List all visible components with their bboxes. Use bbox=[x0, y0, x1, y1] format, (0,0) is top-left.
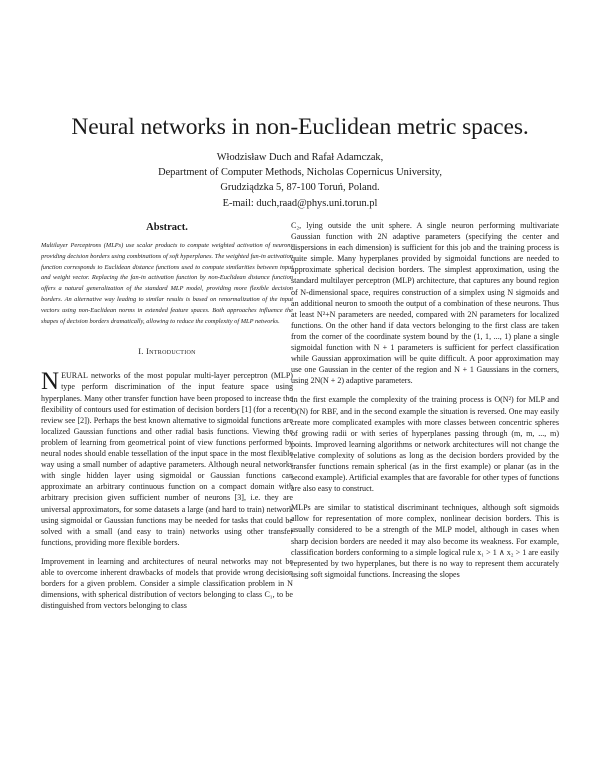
paper-title: Neural networks in non-Euclidean metric spaces. bbox=[71, 114, 529, 140]
author-address: Grudziądzka 5, 87-100 Toruń, Poland. bbox=[220, 182, 380, 194]
author-block bbox=[0, 150, 600, 211]
drop-cap: N bbox=[41, 368, 60, 396]
intro-paragraph-2: Improvement in learning and architectures of neural networks may not be able to overcome inherent drawbacks of models that provide wrong decision borders for a given problem. Consider a simple classification problem in N dimensions, with spherical distribution of vectors belonging to class C₁, to be distinguished from vectors belonging to class bbox=[41, 556, 293, 611]
author-email: E-mail: duch,raad@phys.uni.torun.pl bbox=[222, 197, 378, 209]
author-names: Włodzisław Duch and Rafał Adamczak, bbox=[216, 152, 384, 163]
right-paragraph-2: In the first example the complexity of the training process is O(N²) for MLP and O(N) for RBF, and in the second example the situation is reversed. One may easily create more complicated examples with more classes between concentric spheres of growing radii or with series of hyperplanes passing through (m, m, ..., m) points. Improved learning algorithms or network architectures will not change the relative complexity of solutions as long as the decision borders provided by the transfer functions remain spherical (as in the first example) or planar (as in the second example). Artificial examples that are favorable for other types of functions are also easy to construct. bbox=[291, 395, 559, 494]
section-title: Introduction bbox=[146, 347, 196, 357]
left-column bbox=[41, 220, 293, 619]
right-paragraph-3: MLPs are similar to statistical discriminant techniques, although soft sigmoids allow for representation of more complex, nonlinear decision borders. This is usually considered to be a strength of the MLP model, although in cases when sharp decision borders are needed it may also become its weakness. For example, classification borders conforming to a simple logical rule x₁ > 1 ∧ x₂ > 1 are easily represented by two hyperplanes, but there is no way to represent them accurately using soft sigmoidal functions. Increasing the slopes bbox=[291, 503, 559, 579]
intro-paragraph-1-text: EURAL networks of the most popular multi-layer perceptron (MLP) type perform discrimination of the input feature space using hyperplanes. Many other transfer function have been proposed to increase the flexibility of contours used for estimation of decision borders [1] (for a recent review see [2]). Perhaps the best known alternative to sigmoidal functions are localized Gaussian functions and other radial basis functions. Viewing the problem of learning from geometrical point of view functions performed by neural nodes should enable tessellation of the input space in the most flexible way using a small number of adaptive parameters. Although neural networks with single hidden layer using sigmoidal or Gaussian functions can approximate an arbitrary continuous function on a compact domain with arbitrary precision given sufficient number of neurons [3], i.e. they are universal approximators, for some datasets a large (and hard to train) network using sigmoidal or Gaussian functions may be needed for tasks that could be solved with a small (and easy to train) networks using other transfer functions, providing more flexible borders. bbox=[41, 371, 293, 547]
right-column bbox=[291, 220, 559, 588]
section-heading-introduction bbox=[41, 347, 293, 356]
right-paragraph-1: C₂, lying outside the unit sphere. A single neuron performing multivariate Gaussian function with 2N adaptive parameters (specifying the center and dispersions in each dimension) is sufficient for this job and the training process is quite simple. Many hyperplanes provided by sigmoidal functions are needed to approximate spherical decision borders. The simplest approximation, using the standard multilayer perceptron (MLP) architecture, that captures any bound region of N-dimensional space, requires construction of a simplex using N sigmoids and an additional neuron to smooth the output of a combination of these neurons. Thus at least N²+N parameters are needed, compared with 2N parameters for localized functions. On the other hand if data vectors belonging to the first class are taken from the corner of the coordinate system bound by the (1, 1, ..., 1) plane a single sigmoidal function with N + 1 parameters is sufficient for perfect classification while Gaussian approximation will be quite difficult. A poor approximation may use one Gaussian in the center of the region and N + 1 Gaussians in the corners, using 2N(N + 2) adaptive parameters. bbox=[291, 221, 559, 386]
author-department: Department of Computer Methods, Nicholas Copernicus University, bbox=[158, 167, 442, 179]
abstract-heading: Abstract. bbox=[146, 222, 188, 233]
intro-paragraph-1 bbox=[41, 370, 293, 548]
abstract-text: Multilayer Perceptrons (MLPs) use scalar products to compute weighted activation of neurons providing decision borders using combinations of soft hyperplanes. The weighted fun-in activation function corresponds to Euclidean distance functions used to compute similarities between input and weight vector. Replacing the fan-in activation function by non-Euclidean distance function offers a natural generalization of the standard MLP model, providing more flexible decision borders. An alternative way leading to similar results is based on renormalization of the input vectors using non-Euclidean norms in extended feature spaces. Both approaches influence the shapes of decision borders dramatically, allowing to reduce the complexity of MLP networks. bbox=[41, 242, 293, 325]
section-number: I. bbox=[138, 347, 144, 357]
